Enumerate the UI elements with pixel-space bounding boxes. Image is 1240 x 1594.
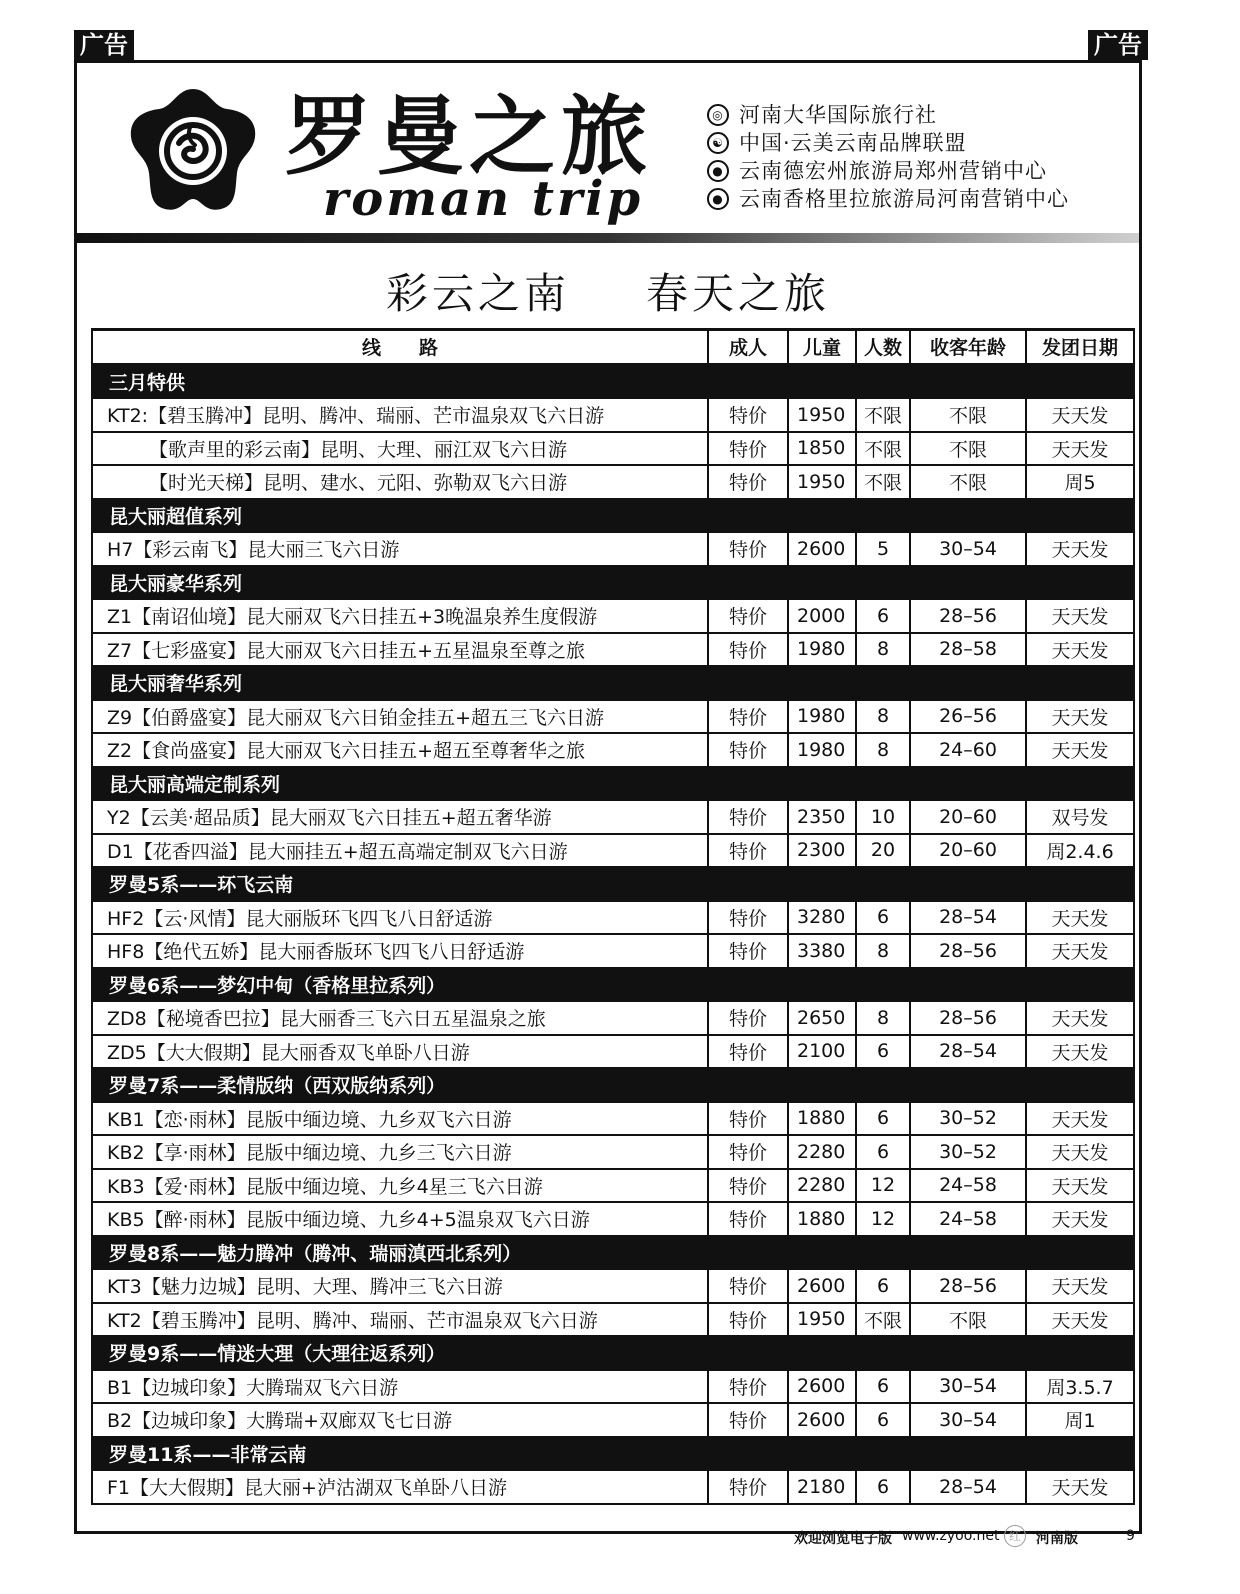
route-cell [92,800,708,834]
age-range-cell: 不限 [910,1303,1026,1337]
table-row [92,800,1134,834]
child-price-cell: 2350 [788,800,856,834]
departure-cell: 周1 [1026,1403,1134,1437]
route-name: 【爱·雨林】昆版中缅边境、九乡4星三飞六日游 [144,1175,543,1198]
age-range-cell: 20–60 [910,834,1026,868]
child-price-cell: 2280 [788,1135,856,1169]
section-row [92,968,1134,1002]
route-name: 【大大假期】昆大丽+泸沽湖双飞单卧八日游 [130,1477,507,1500]
group-size-cell: 12 [856,1202,910,1236]
section-row [92,767,1134,801]
route-name: 【时光天梯】昆明、建水、元阳、弥勒双飞六日游 [149,472,568,495]
table-row [92,1403,1134,1437]
table-row [92,700,1134,734]
age-range-cell: 30–52 [910,1135,1026,1169]
route-code: Z2 [107,740,133,763]
child-price-cell: 1950 [788,465,856,499]
adult-price-cell: 特价 [708,800,788,834]
age-range-cell: 28–56 [910,1269,1026,1303]
adult-price-cell: 特价 [708,532,788,566]
route-code: Z9 [107,706,133,729]
adult-price-cell: 特价 [708,901,788,935]
route-cell [92,398,708,432]
child-price-cell: 1950 [788,1303,856,1337]
child-price-cell: 2300 [788,834,856,868]
departure-cell: 天天发 [1026,1169,1134,1203]
table-row [92,1303,1134,1337]
route-cell [92,1035,708,1069]
age-range-cell: 30–54 [910,1370,1026,1404]
group-size-cell: 6 [856,1269,910,1303]
group-size-cell: 6 [856,1135,910,1169]
child-price-cell: 1950 [788,398,856,432]
age-range-cell: 28–58 [910,633,1026,667]
child-price-cell: 1980 [788,700,856,734]
age-range-cell: 28–56 [910,934,1026,968]
departure-cell: 天天发 [1026,633,1134,667]
table-row [92,465,1134,499]
adult-price-cell: 特价 [708,700,788,734]
adult-price-cell: 特价 [708,1035,788,1069]
partner-item: ◎ 河南大华国际旅行社 [707,101,1069,129]
table-row [92,1202,1134,1236]
section-title: 罗曼11系——非常云南 [92,1437,1134,1471]
header-adult: 成人 [708,330,788,365]
age-range-cell: 24–60 [910,733,1026,767]
departure-cell: 天天发 [1026,532,1134,566]
route-cell [92,1135,708,1169]
ad-header [77,63,1139,239]
departure-cell: 天天发 [1026,1035,1134,1069]
departure-cell: 天天发 [1026,1202,1134,1236]
route-name: 【云·风情】昆大丽版环飞四飞八日舒适游 [144,907,493,930]
departure-cell: 天天发 [1026,398,1134,432]
route-code: HF8 [107,941,145,964]
route-cell [92,834,708,868]
route-name: 【大大假期】昆大丽香双飞单卧八日游 [146,1041,470,1064]
age-range-cell: 28–56 [910,1001,1026,1035]
route-cell [92,633,708,667]
child-price-cell: 2100 [788,1035,856,1069]
route-code: KB2 [107,1142,145,1165]
group-size-cell: 不限 [856,432,910,466]
route-code: KT3 [107,1276,142,1299]
route-name: 【享·雨林】昆版中缅边境、九乡三飞六日游 [144,1142,512,1165]
age-range-cell: 30–54 [910,1403,1026,1437]
table-row [92,1102,1134,1136]
departure-cell: 天天发 [1026,733,1134,767]
departure-cell: 天天发 [1026,1102,1134,1136]
group-size-cell: 8 [856,1001,910,1035]
group-size-cell: 8 [856,733,910,767]
child-price-cell: 1880 [788,1102,856,1136]
route-table-body [92,364,1134,1504]
section-row [92,566,1134,600]
section-title: 昆大丽豪华系列 [92,566,1134,600]
age-range-cell: 28–54 [910,901,1026,935]
partner-item: ● 云南香格里拉旅游局河南营销中心 [707,185,1069,213]
route-code: Y2 [107,807,131,830]
route-cell [92,465,708,499]
route-cell [92,532,708,566]
age-range-cell: 24–58 [910,1169,1026,1203]
adult-price-cell: 特价 [708,432,788,466]
yunmei-logo-icon: ☯ [707,132,729,154]
adult-price-cell: 特价 [708,1470,788,1504]
route-cell [92,432,708,466]
adult-price-cell: 特价 [708,1370,788,1404]
route-name: 【绝代五娇】昆大丽香版环飞四飞八日舒适游 [144,941,525,964]
group-size-cell: 6 [856,1370,910,1404]
footer-message: 欢迎浏览电子版 [794,1531,892,1547]
ad-tag-left: 广告 [74,30,134,60]
departure-cell: 天天发 [1026,1001,1134,1035]
departure-cell: 天天发 [1026,1135,1134,1169]
departure-cell: 天天发 [1026,700,1134,734]
table-row [92,834,1134,868]
group-size-cell: 6 [856,1035,910,1069]
departure-cell: 周5 [1026,465,1134,499]
route-name: 【云美·超品质】昆大丽双飞六日挂五+超五奢华游 [130,807,552,830]
header-count: 人数 [856,330,910,365]
route-code: KB3 [107,1175,145,1198]
route-code: B1 [107,1376,133,1399]
slogan-part-2: 春天之旅 [646,269,831,318]
table-row [92,432,1134,466]
table-row [92,398,1134,432]
child-price-cell: 1880 [788,1202,856,1236]
partner-list [707,101,1069,213]
table-row [92,599,1134,633]
adult-price-cell: 特价 [708,1269,788,1303]
brand-name-cn: 罗曼之旅 [285,87,653,187]
route-name: 【碧玉腾冲】昆明、腾冲、瑞丽、芒市温泉双飞六日游 [141,1309,598,1332]
dahua-logo-icon: ◎ [707,104,729,126]
route-code: Z1 [107,606,133,629]
route-name: 【边城印象】大腾瑞双飞六日游 [132,1376,399,1399]
age-range-cell: 30–54 [910,532,1026,566]
brand-name-en: roman trip [323,171,644,227]
adult-price-cell: 特价 [708,1303,788,1337]
rose-logo-icon [125,85,261,215]
section-title: 三月特供 [92,364,1134,398]
child-price-cell: 3280 [788,901,856,935]
route-cell [92,700,708,734]
age-range-cell: 26–56 [910,700,1026,734]
table-row [92,532,1134,566]
section-row [92,1236,1134,1270]
slogan-part-1: 彩云之南 [385,269,570,318]
partner-item: ● 云南德宏州旅游局郑州营销中心 [707,157,1069,185]
adult-price-cell: 特价 [708,1102,788,1136]
ad-frame [74,60,1142,1534]
child-price-cell: 2600 [788,1403,856,1437]
slogan [77,261,1139,321]
section-title: 昆大丽超值系列 [92,499,1134,533]
section-row [92,364,1134,398]
group-size-cell: 5 [856,532,910,566]
header-child: 儿童 [788,330,856,365]
age-range-cell: 30–52 [910,1102,1026,1136]
age-range-cell: 28–56 [910,599,1026,633]
table-row [92,1269,1134,1303]
group-size-cell: 不限 [856,1303,910,1337]
route-cell [92,1303,708,1337]
departure-cell: 周2.4.6 [1026,834,1134,868]
route-name: 【彩云南飞】昆大丽三飞六日游 [133,539,400,562]
partner-item: ☯ 中国·云美云南品牌联盟 [707,129,1069,157]
age-range-cell: 24–58 [910,1202,1026,1236]
section-title: 罗曼6系——梦幻中甸（香格里拉系列） [92,968,1134,1002]
child-price-cell: 2180 [788,1470,856,1504]
route-code: ZD8 [107,1008,147,1031]
adult-price-cell: 特价 [708,599,788,633]
table-row [92,633,1134,667]
departure-cell: 天天发 [1026,901,1134,935]
table-row [92,1169,1134,1203]
departure-cell: 双号发 [1026,800,1134,834]
child-price-cell: 2650 [788,1001,856,1035]
section-title: 罗曼5系——环飞云南 [92,867,1134,901]
section-title: 罗曼8系——魅力腾冲（腾冲、瑞丽滇西北系列） [92,1236,1134,1270]
route-cell [92,934,708,968]
child-price-cell: 1980 [788,633,856,667]
child-price-cell: 2600 [788,1269,856,1303]
route-code: HF2 [107,907,145,930]
header-age: 收客年龄 [910,330,1026,365]
route-name: 【碧玉腾冲】昆明、腾冲、瑞丽、芒市温泉双飞六日游 [148,405,605,428]
header-route: 线 路 [92,330,708,365]
departure-cell: 天天发 [1026,1303,1134,1337]
route-cell [92,1202,708,1236]
route-name: 【花香四溢】昆大丽挂五+超五高端定制双飞六日游 [133,840,568,863]
table-row [92,1470,1134,1504]
group-size-cell: 8 [856,934,910,968]
section-title: 昆大丽高端定制系列 [92,767,1134,801]
route-code: F1 [107,1477,131,1500]
route-code: H7 [107,539,134,562]
departure-cell: 天天发 [1026,599,1134,633]
departure-cell: 天天发 [1026,934,1134,968]
route-name: 【魅力边城】昆明、大理、腾冲三飞六日游 [141,1276,503,1299]
table-row [92,934,1134,968]
child-price-cell: 2600 [788,1370,856,1404]
route-cell [92,1370,708,1404]
child-price-cell: 1980 [788,733,856,767]
dehong-logo-icon: ● [707,160,729,182]
age-range-cell: 不限 [910,398,1026,432]
table-row [92,1135,1134,1169]
group-size-cell: 6 [856,599,910,633]
footer-url[interactable]: www.zyoo.net [902,1528,1000,1544]
child-price-cell: 3380 [788,934,856,968]
section-title: 罗曼9系——情迷大理（大理往返系列） [92,1336,1134,1370]
route-code: D1 [107,840,134,863]
route-name: 【秘境香巴拉】昆大丽香三飞六日五星温泉之旅 [146,1008,546,1031]
table-row [92,1370,1134,1404]
route-name: 【南诏仙境】昆大丽双飞六日挂五+3晚温泉养生度假游 [132,606,598,629]
adult-price-cell: 特价 [708,1202,788,1236]
route-cell [92,599,708,633]
header-divider [77,233,1139,243]
table-row [92,1035,1134,1069]
table-row [92,733,1134,767]
group-size-cell: 10 [856,800,910,834]
group-size-cell: 6 [856,1102,910,1136]
section-row [92,867,1134,901]
adult-price-cell: 特价 [708,733,788,767]
adult-price-cell: 特价 [708,1169,788,1203]
section-row [92,499,1134,533]
route-table [91,328,1135,1505]
page-footer [0,1524,1240,1554]
group-size-cell: 20 [856,834,910,868]
group-size-cell: 8 [856,700,910,734]
group-size-cell: 6 [856,901,910,935]
group-size-cell: 不限 [856,398,910,432]
adult-price-cell: 特价 [708,1001,788,1035]
route-code: KT2: [107,405,149,428]
section-row [92,1068,1134,1102]
red-seal-icon: 红 [1004,1525,1026,1547]
adult-price-cell: 特价 [708,465,788,499]
adult-price-cell: 特价 [708,1135,788,1169]
route-code: Z7 [107,639,133,662]
group-size-cell: 6 [856,1470,910,1504]
section-title: 罗曼7系——柔情版纳（西双版纳系列） [92,1068,1134,1102]
page-number: 9 [1126,1528,1135,1544]
section-row [92,1336,1134,1370]
route-name: 【恋·雨林】昆版中缅边境、九乡双飞六日游 [144,1108,512,1131]
age-range-cell: 不限 [910,432,1026,466]
route-cell [92,901,708,935]
child-price-cell: 2000 [788,599,856,633]
route-name: 【七彩盛宴】昆大丽双飞六日挂五+五星温泉至尊之旅 [132,639,586,662]
route-cell [92,1102,708,1136]
age-range-cell: 不限 [910,465,1026,499]
table-row [92,1001,1134,1035]
header-date: 发团日期 [1026,330,1134,365]
departure-cell: 周3.5.7 [1026,1370,1134,1404]
route-cell [92,1470,708,1504]
route-cell [92,1169,708,1203]
route-name: 【边城印象】大腾瑞+双廊双飞七日游 [132,1410,453,1433]
route-name: 【食尚盛宴】昆大丽双飞六日挂五+超五至尊奢华之旅 [132,740,586,763]
route-cell [92,1403,708,1437]
group-size-cell: 8 [856,633,910,667]
age-range-cell: 28–54 [910,1035,1026,1069]
route-code: KT2 [107,1309,142,1332]
route-cell [92,1001,708,1035]
group-size-cell: 12 [856,1169,910,1203]
adult-price-cell: 特价 [708,934,788,968]
table-row [92,901,1134,935]
section-title: 昆大丽奢华系列 [92,666,1134,700]
section-row [92,1437,1134,1471]
adult-price-cell: 特价 [708,1403,788,1437]
shangrila-logo-icon: ● [707,188,729,210]
age-range-cell: 20–60 [910,800,1026,834]
route-name: 【醉·雨林】昆版中缅边境、九乡4+5温泉双飞六日游 [144,1209,590,1232]
departure-cell: 天天发 [1026,1470,1134,1504]
child-price-cell: 2280 [788,1169,856,1203]
age-range-cell: 28–54 [910,1470,1026,1504]
child-price-cell: 1850 [788,432,856,466]
ad-tag-right: 广告 [1088,30,1148,60]
child-price-cell: 2600 [788,532,856,566]
section-row [92,666,1134,700]
route-code: ZD5 [107,1041,147,1064]
route-name: 【歌声里的彩云南】昆明、大理、丽江双飞六日游 [149,438,568,461]
route-code: B2 [107,1410,133,1433]
departure-cell: 天天发 [1026,432,1134,466]
route-code: KB5 [107,1209,145,1232]
group-size-cell: 不限 [856,465,910,499]
route-cell [92,733,708,767]
adult-price-cell: 特价 [708,633,788,667]
route-cell [92,1269,708,1303]
route-code: KB1 [107,1108,145,1131]
table-header-row [92,330,1134,365]
route-name: 【伯爵盛宴】昆大丽双飞六日铂金挂五+超五三飞六日游 [132,706,605,729]
adult-price-cell: 特价 [708,398,788,432]
departure-cell: 天天发 [1026,1269,1134,1303]
group-size-cell: 6 [856,1403,910,1437]
adult-price-cell: 特价 [708,834,788,868]
footer-edition: 河南版 [1036,1531,1078,1547]
